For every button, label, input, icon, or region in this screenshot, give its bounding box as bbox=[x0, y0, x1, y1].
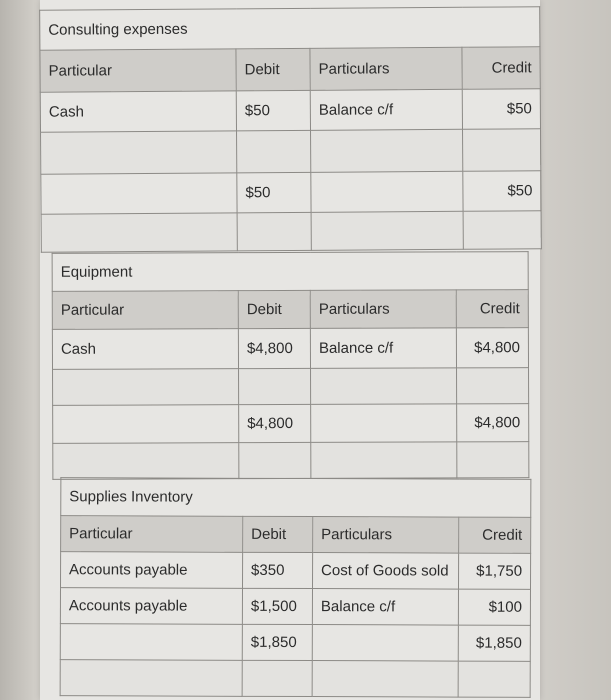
table-row bbox=[53, 404, 529, 444]
header-debit: Debit bbox=[238, 290, 310, 328]
cell-particulars bbox=[311, 442, 457, 479]
table-row bbox=[53, 368, 529, 406]
table-row bbox=[60, 660, 530, 698]
cell-particular: Cash bbox=[52, 329, 238, 370]
header-particulars: Particulars bbox=[310, 290, 456, 329]
cell-particulars bbox=[311, 171, 463, 212]
header-particular: Particular bbox=[40, 49, 236, 92]
cell-particulars bbox=[311, 368, 457, 405]
header-particular: Particular bbox=[52, 291, 238, 330]
cell-particular bbox=[60, 624, 242, 661]
table-row bbox=[60, 588, 530, 626]
cell-credit: $100 bbox=[458, 589, 530, 625]
table-row bbox=[40, 89, 540, 132]
header-particular: Particular bbox=[61, 516, 243, 553]
cell-particular bbox=[53, 443, 239, 480]
cell-particular: Accounts payable bbox=[60, 552, 242, 589]
section-title: Equipment bbox=[52, 252, 528, 292]
cell-debit bbox=[237, 130, 311, 173]
cell-debit bbox=[237, 212, 311, 251]
cell-particular: Accounts payable bbox=[60, 588, 242, 625]
table-row bbox=[52, 328, 528, 370]
cell-particulars: Balance c/f bbox=[310, 328, 456, 369]
cell-particulars bbox=[311, 129, 463, 172]
cell-credit bbox=[463, 211, 541, 250]
cell-particular bbox=[41, 213, 237, 252]
cell-debit: $50 bbox=[236, 90, 310, 131]
cell-particular bbox=[60, 660, 242, 697]
cell-particulars: Balance c/f bbox=[312, 589, 458, 626]
consulting-expenses-ledger bbox=[39, 6, 542, 252]
cell-credit: $50 bbox=[462, 89, 540, 130]
cell-credit: $1,850 bbox=[458, 625, 530, 661]
cell-particulars bbox=[311, 404, 457, 443]
table-row bbox=[60, 552, 530, 590]
cell-debit bbox=[242, 660, 312, 696]
cell-debit: $1,850 bbox=[242, 624, 312, 660]
section-title: Supplies Inventory bbox=[61, 478, 531, 518]
table-row bbox=[41, 171, 541, 214]
header-debit: Debit bbox=[243, 516, 313, 552]
table-row bbox=[53, 442, 529, 480]
cell-particular bbox=[53, 405, 239, 444]
table-row bbox=[41, 129, 541, 174]
cell-debit bbox=[239, 442, 311, 478]
cell-credit: $1,750 bbox=[458, 553, 530, 589]
cell-particulars bbox=[312, 625, 458, 662]
cell-debit: $4,800 bbox=[239, 404, 311, 442]
cell-particular bbox=[41, 131, 237, 174]
header-debit: Debit bbox=[236, 48, 310, 91]
cell-credit bbox=[457, 442, 529, 478]
cell-debit: $350 bbox=[242, 552, 312, 588]
cell-debit: $4,800 bbox=[238, 328, 310, 368]
cell-particulars bbox=[311, 211, 463, 250]
header-credit: Credit bbox=[459, 517, 531, 553]
header-particulars: Particulars bbox=[310, 47, 462, 90]
header-credit: Credit bbox=[462, 47, 540, 90]
cell-credit bbox=[463, 129, 541, 172]
cell-debit: $1,500 bbox=[242, 588, 312, 624]
cell-credit bbox=[458, 661, 530, 697]
header-credit: Credit bbox=[456, 290, 528, 328]
cell-particulars: Cost of Goods sold bbox=[312, 553, 458, 590]
supplies-inventory-ledger bbox=[60, 477, 532, 698]
cell-credit: $50 bbox=[463, 171, 541, 212]
cell-debit: $50 bbox=[237, 172, 311, 213]
cell-particular bbox=[53, 369, 239, 406]
cell-particulars bbox=[312, 661, 458, 698]
cell-credit bbox=[457, 368, 529, 404]
cell-debit bbox=[239, 368, 311, 404]
cell-credit: $4,800 bbox=[457, 404, 529, 442]
table-row bbox=[60, 624, 530, 662]
cell-particular: Cash bbox=[40, 91, 236, 132]
cell-particulars: Balance c/f bbox=[310, 89, 462, 130]
cell-credit: $4,800 bbox=[456, 328, 528, 368]
cell-particular bbox=[41, 173, 237, 214]
header-particulars: Particulars bbox=[313, 517, 459, 554]
equipment-ledger bbox=[52, 251, 530, 480]
table-row bbox=[41, 211, 541, 252]
section-title: Consulting expenses bbox=[40, 7, 540, 50]
